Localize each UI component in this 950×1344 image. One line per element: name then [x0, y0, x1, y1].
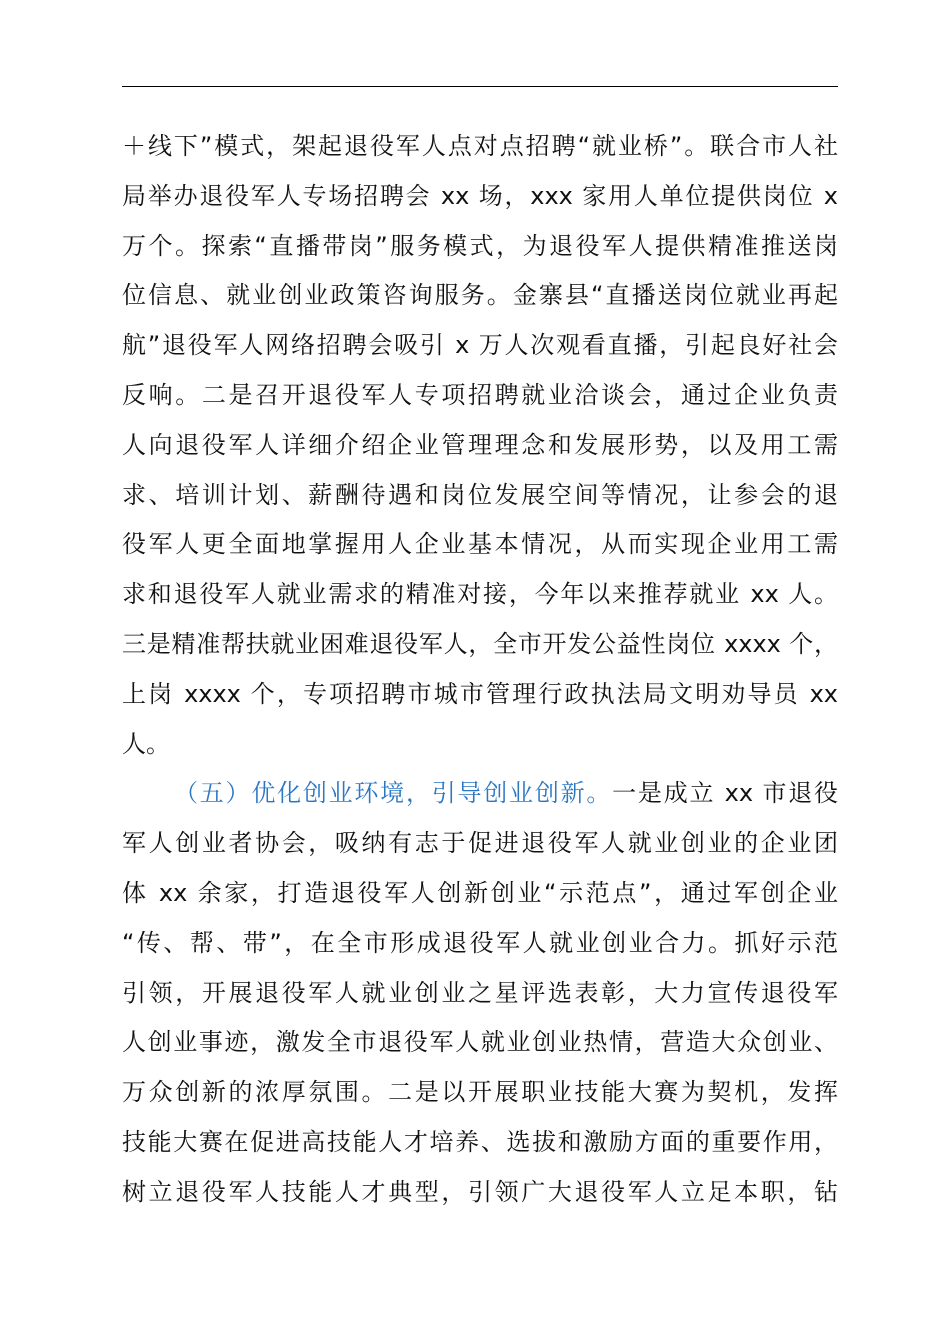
- paragraph-line: 人。: [122, 729, 170, 758]
- paragraph-line: 技能大赛在促进高技能人才培养、选拔和激励方面的重要作用，: [122, 1127, 838, 1156]
- paragraph-line: 求和退役军人就业需求的精准对接，今年以来推荐就业 xx 人。: [122, 580, 838, 609]
- section-heading-line: [122, 769, 838, 819]
- paragraph-line: 求、培训计划、薪酬待遇和岗位发展空间等情况，让参会的退: [122, 480, 838, 509]
- paragraph-line: 体 xx 余家，打造退役军人创新创业“示范点”，通过军创企业: [122, 878, 838, 907]
- paragraph-line: 位信息、就业创业政策咨询服务。金寨县“直播送岗位就业再起: [122, 281, 838, 310]
- paragraph-line: 万众创新的浓厚氛围。二是以开展职业技能大赛为契机，发挥: [122, 1078, 838, 1107]
- paragraph-line: 局举办退役军人专场招聘会 xx 场，xxx 家用人单位提供岗位 x: [122, 181, 838, 210]
- paragraph-line: 树立退役军人技能人才典型，引领广大退役军人立足本职，钻: [122, 1177, 838, 1206]
- paragraph-line: 役军人更全面地掌握用人企业基本情况，从而实现企业用工需: [122, 530, 838, 559]
- paragraph-line: 航”退役军人网络招聘会吸引 x 万人次观看直播，引起良好社会: [122, 331, 838, 360]
- paragraph-line: ＋线下”模式，架起退役军人点对点招聘“就业桥”。联合市人社: [122, 132, 838, 160]
- body-text: [122, 122, 838, 1218]
- paragraph-line-rest: 一是成立 xx 市退役: [612, 779, 839, 808]
- paragraph-line: “传、帮、带”，在全市形成退役军人就业创业合力。抓好示范: [122, 928, 838, 957]
- paragraph-line: 三是精准帮扶就业困难退役军人，全市开发公益性岗位 xxxx 个，: [122, 629, 838, 658]
- paragraph-line: 人向退役军人详细介绍企业管理理念和发展形势，以及用工需: [122, 430, 838, 459]
- paragraph-line: 军人创业者协会，吸纳有志于促进退役军人就业创业的企业团: [122, 829, 838, 858]
- section-heading: （五）优化创业环境，引导创业创新。: [174, 779, 613, 808]
- paragraph-line: 反响。二是召开退役军人专项招聘就业洽谈会，通过企业负责: [122, 380, 838, 409]
- paragraph-line: 人创业事迹，激发全市退役军人就业创业热情，营造大众创业、: [122, 1028, 838, 1057]
- paragraph-line: 万个。探索“直播带岗”服务模式，为退役军人提供精准推送岗: [122, 231, 838, 260]
- paragraph-line: 引领，开展退役军人就业创业之星评选表彰，大力宣传退役军: [122, 978, 838, 1007]
- header-rule: [122, 86, 838, 87]
- paragraph-line: 上岗 xxxx 个，专项招聘市城市管理行政执法局文明劝导员 xx: [122, 679, 838, 708]
